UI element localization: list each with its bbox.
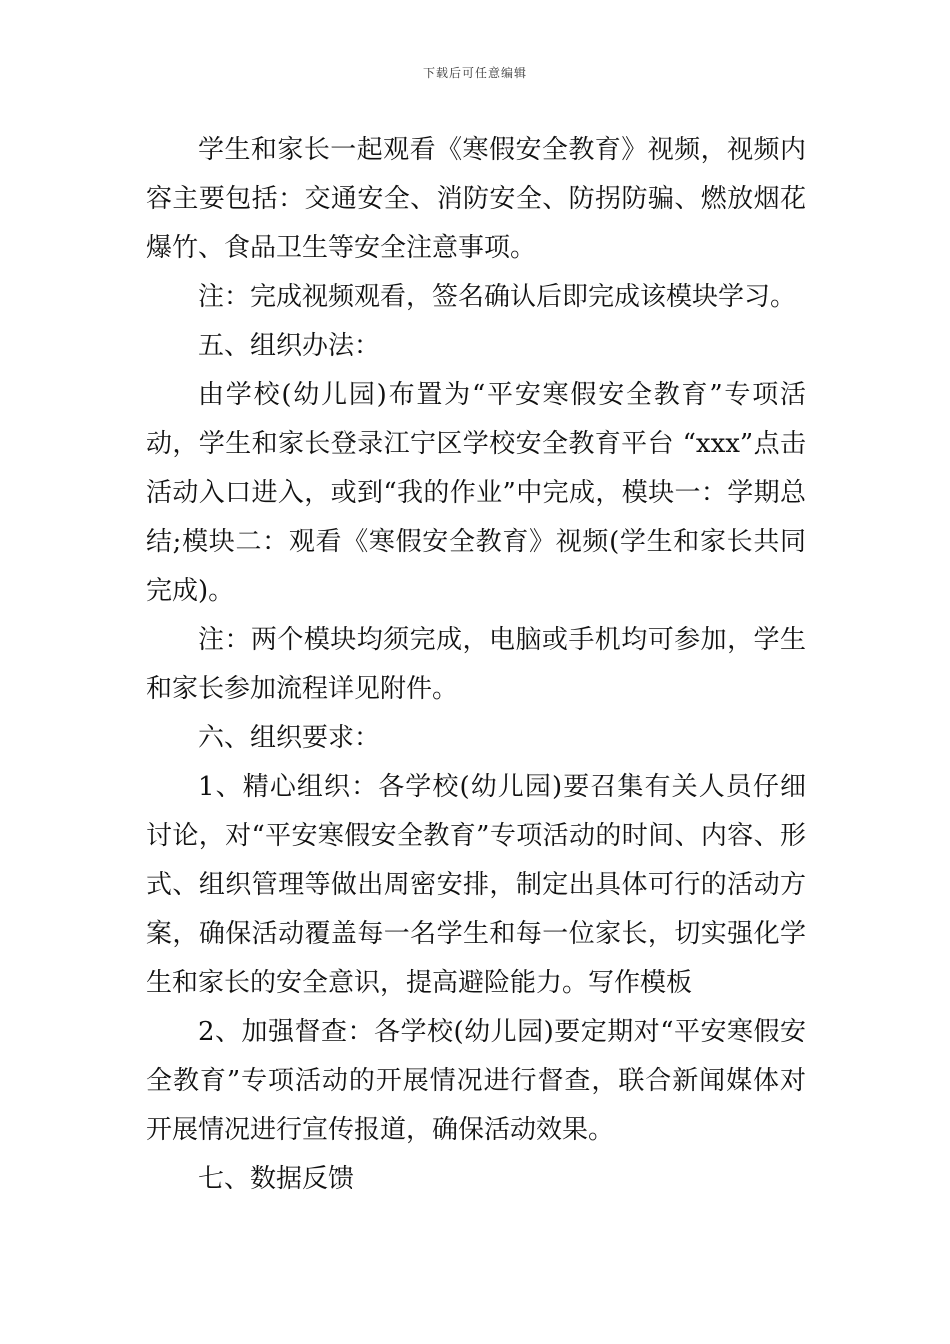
paragraph-organization-method: 由学校(幼儿园)布置为“平安寒假安全教育”专项活动，学生和家长登录江宁区学校安全教育平台 “xxx”点击活动入口进入，或到“我的作业”中完成，模块一：学期总结;模块二：观看《寒假安全教育》视频(学生和家长共同完成)。 xyxy=(146,380,806,606)
paragraph-note-video: 注：完成视频观看，签名确认后即完成该模块学习。 xyxy=(198,282,797,312)
section-heading-data-feedback: 七、数据反馈 xyxy=(198,1164,355,1194)
section-heading-organization-method: 五、组织办法： xyxy=(198,331,381,361)
page-header-note: 下载后可任意编辑 xyxy=(422,66,527,80)
paragraph-video-content: 学生和家长一起观看《寒假安全教育》视频，视频内容主要包括：交通安全、消防安全、防拐防骗、燃放烟花爆竹、食品卫生等安全注意事项。 xyxy=(146,135,806,263)
paragraph-requirement-2: 2、加强督查：各学校(幼儿园)要定期对“平安寒假安全教育”专项活动的开展情况进行督查，联合新闻媒体对开展情况进行宣传报道，确保活动效果。 xyxy=(146,1017,806,1145)
paragraph-requirement-1: 1、精心组织：各学校(幼儿园)要召集有关人员仔细讨论，对“平安寒假安全教育”专项活动的时间、内容、形式、组织管理等做出周密安排，制定出具体可行的活动方案，确保活动覆盖每一名学生和每一位家长，切实强化学生和家长的安全意识，提高避险能力。写作模板 xyxy=(146,772,806,998)
paragraph-note-modules: 注：两个模块均须完成，电脑或手机均可参加，学生和家长参加流程详见附件。 xyxy=(146,625,806,704)
document-body xyxy=(146,126,806,1204)
section-heading-organization-requirements: 六、组织要求： xyxy=(198,723,381,753)
